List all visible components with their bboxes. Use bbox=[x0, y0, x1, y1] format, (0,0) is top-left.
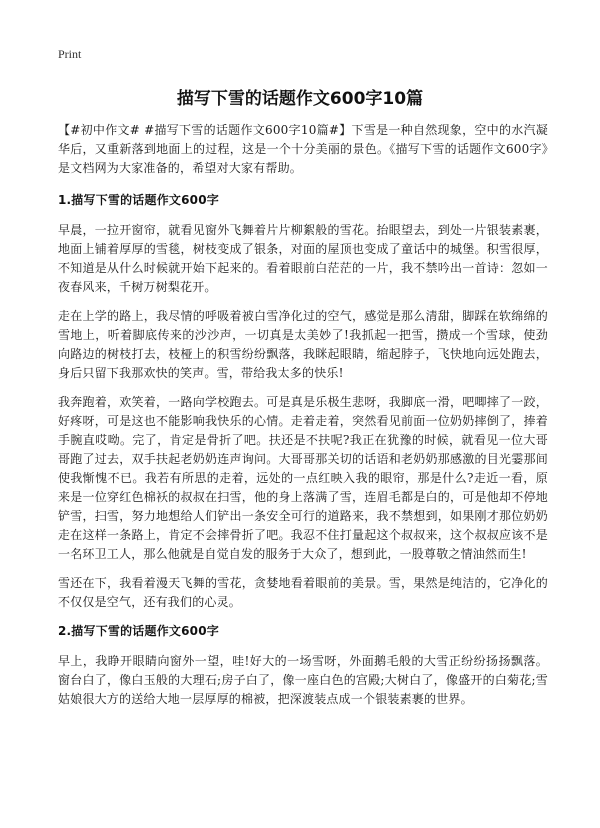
section-1-heading: 1.描写下雪的话题作文600字 bbox=[58, 193, 219, 207]
article-content bbox=[58, 121, 548, 719]
print-link[interactable]: Print bbox=[58, 47, 82, 61]
section-1-paragraph: 雪还在下，我看着漫天飞舞的雪花，贪婪地看着眼前的美景。雪，果然是纯洁的，它净化的不仅仅是空气，还有我们的心灵。 bbox=[58, 576, 548, 609]
section-1-paragraph: 我奔跑着，欢笑着，一路向学校跑去。可是真是乐极生悲呀，我脚底一滑，吧唧摔了一跤，好疼呀，可是这也不能影响我快乐的心情。走着走着，突然看见前面一位奶奶摔倒了，捧着手腕直哎呦。完了，肯定是骨折了吧。扶还是不扶呢?我正在犹豫的时候，就看见一位大哥哥跑了过去，双手扶起老奶奶连声询问。大哥哥那关切的话语和老奶奶那感激的目光霎那间使我惭愧不已。我若有所思的走着，远处的一点红映入我的眼帘，那是什么?走近一看，原来是一位穿红色棉袄的叔叔在扫雪，他的身上落满了雪，连眉毛都是白的，可是他却不停地铲雪，扫雪，努力地想给人们铲出一条安全可行的道路来，我不禁想到，如果刚才那位奶奶走在这样一条路上，肯定不会摔骨折了吧。我忍不住打量起这个叔叔来，这个叔叔应该不是一名环卫工人，那么他就是自觉自发的服务于大众了，想到此，一股尊敬之情油然而生! bbox=[58, 395, 548, 561]
page-title: 描写下雪的话题作文600字10篇 bbox=[176, 89, 424, 109]
section-1-paragraph: 早晨，一拉开窗帘，就看见窗外飞舞着片片柳絮般的雪花。抬眼望去，到处一片银装素裹，地面上铺着厚厚的雪毯，树枝变成了银条，对面的屋顶也变成了童话中的城堡。积雪很厚，不知道是从什么时候就开始下起来的。看着眼前白茫茫的一片，我不禁吟出一首诗：忽如一夜春风来，千树万树梨花开。 bbox=[58, 223, 548, 294]
section-2-heading: 2.描写下雪的话题作文600字 bbox=[58, 624, 219, 638]
intro-paragraph: 【#初中作文# #描写下雪的话题作文600字10篇#】下雪是一种自然现象，空中的水汽凝华后，又重新落到地面上的过程，这是一个十分美丽的景色。《描写下雪的话题作文600字》是文档网为大家准备的，希望对大家有帮助。 bbox=[58, 123, 548, 175]
section-1-paragraph: 走在上学的路上，我尽情的呼吸着被白雪净化过的空气，感觉是那么清甜，脚踩在软绵绵的雪地上，听着脚底传来的沙沙声，一切真是太美妙了!我抓起一把雪，攒成一个雪球，使劲向路边的树枝打去，枝桠上的积雪纷纷飘落，我眯起眼睛，缩起脖子，飞快地向远处跑去，身后只留下我那欢快的笑声。雪，带给我太多的快乐! bbox=[58, 309, 548, 380]
section-2-paragraph: 早上，我睁开眼睛向窗外一望，哇!好大的一场雪呀，外面鹅毛般的大雪正纷纷扬扬飘落。窗台白了，像白玉般的大理石;房子白了，像一座白色的宫殿;大树白了，像盛开的白菊花;雪姑娘很大方的送给大地一层厚厚的棉被，把深渡装点成一个银装素裹的世界。 bbox=[58, 654, 548, 706]
